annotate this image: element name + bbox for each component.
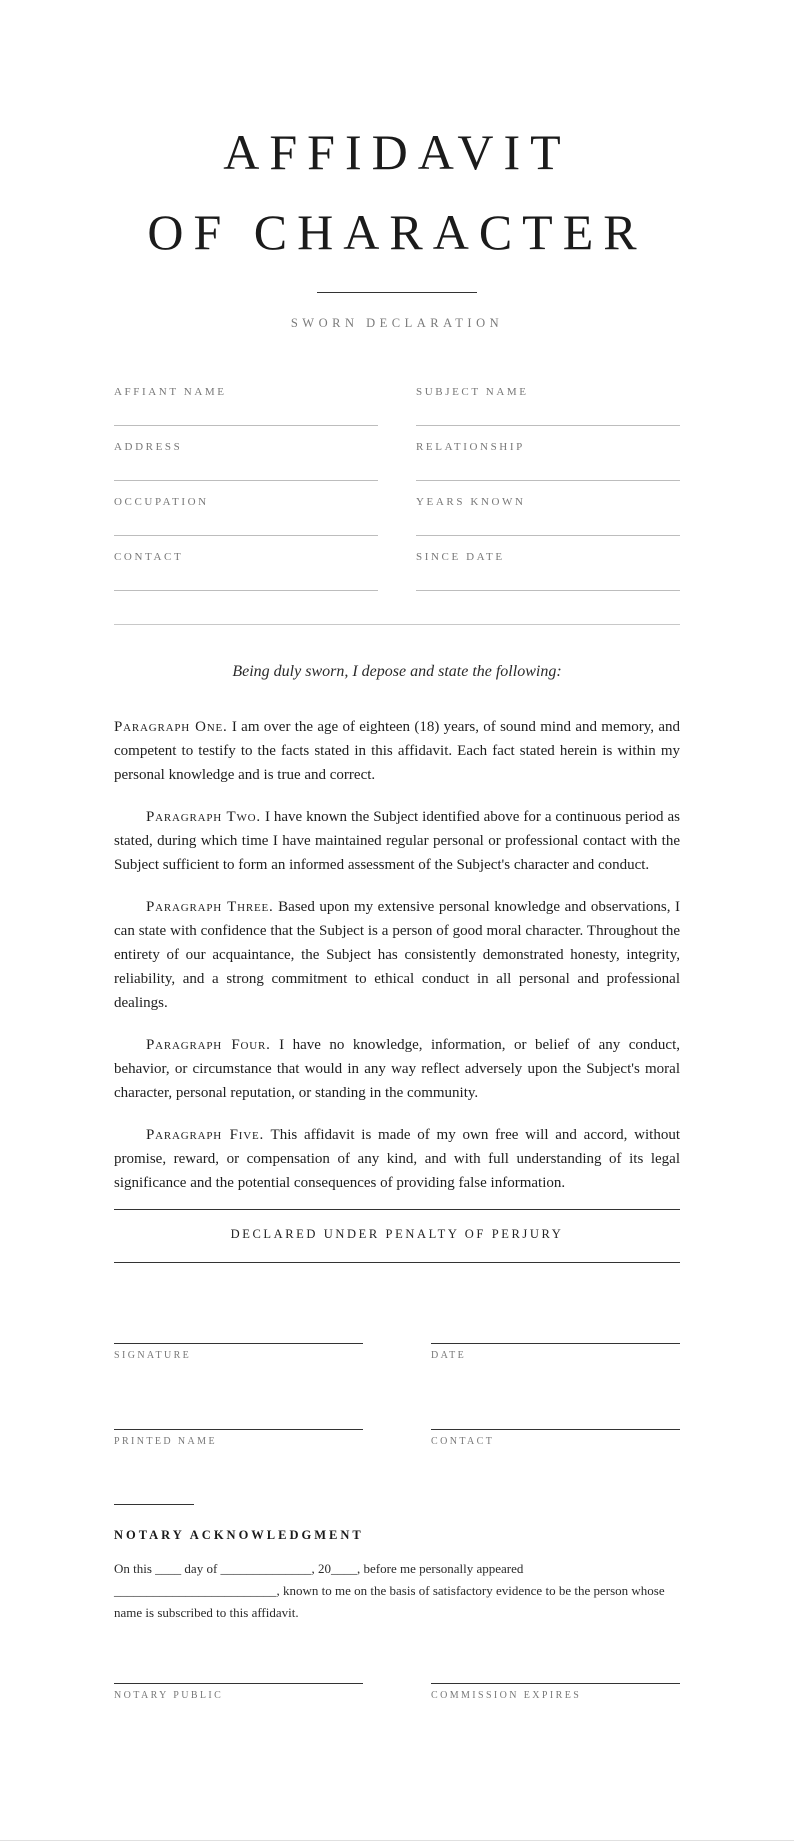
paragraph-four-text: I have no knowledge, information, or belief of any conduct, behavior, or circumstance that would in any way reflect adversely upon the Subject's moral character, personal reputation, or standing in the community. [114, 1037, 680, 1101]
signature-line [114, 1343, 363, 1344]
printed-name-line [114, 1429, 363, 1430]
since-date-label: SINCE DATE [416, 551, 505, 563]
occupation-field[interactable] [114, 496, 378, 509]
address-label: ADDRESS [114, 441, 183, 453]
affiant-name-line [114, 425, 378, 426]
years-known-line [416, 535, 680, 536]
paragraph-three [114, 895, 680, 1015]
paragraph-four [114, 1033, 680, 1105]
paragraph-one-text: I am over the age of eighteen (18) years, of sound mind and memory, and competent to testify to the facts stated in this affidavit. Each fact stated herein is within my personal knowledge and is true and correct. [114, 719, 680, 783]
paragraph-two-text: I have known the Subject identified above for a continuous period as stated, during which time I have maintained regular personal or professional contact with the Subject sufficient to form an informed assessment of the Subject's character and conduct. [114, 809, 680, 873]
relationship-label: RELATIONSHIP [416, 441, 525, 453]
contact-line [114, 590, 378, 591]
subject-name-line [416, 425, 680, 426]
since-date-line [416, 590, 680, 591]
address-line [114, 480, 378, 481]
paragraph-five-heading: Paragraph Five. [146, 1127, 265, 1143]
date-field[interactable] [431, 1343, 680, 1361]
paragraph-two [114, 805, 680, 877]
affiant-name-field[interactable] [114, 386, 378, 399]
date-line [431, 1343, 680, 1344]
commission-expires-field[interactable] [431, 1683, 680, 1701]
subject-name-label: SUBJECT NAME [416, 386, 529, 398]
occupation-label: OCCUPATION [114, 496, 209, 508]
address-field[interactable] [114, 441, 378, 454]
relationship-line [416, 480, 680, 481]
signature-label: SIGNATURE [114, 1350, 192, 1361]
notary-public-label: NOTARY PUBLIC [114, 1690, 224, 1701]
subtitle: SWORN DECLARATION [290, 316, 504, 330]
paragraph-five [114, 1123, 680, 1195]
notary-public-field[interactable] [114, 1683, 363, 1701]
relationship-field[interactable] [416, 441, 680, 454]
paragraph-three-heading: Paragraph Three. [146, 899, 274, 915]
title-line-2: OF CHARACTER [147, 204, 647, 260]
section-divider [114, 624, 680, 625]
years-known-label: YEARS KNOWN [416, 496, 526, 508]
printed-name-field[interactable] [114, 1429, 363, 1447]
affiant-name-label: AFFIANT NAME [114, 386, 227, 398]
signature-contact-field[interactable] [431, 1429, 680, 1447]
paragraph-two-heading: Paragraph Two. [146, 809, 261, 825]
page-bottom-edge [0, 1840, 794, 1841]
paragraph-three-text: Based upon my extensive personal knowledge and observations, I can state with confidence that the Subject is a person of good moral character. Throughout the entirety of our acquaintance, the Subject has consistently demonstrated honesty, integrity, reliability, and a strong commitment to ethical conduct in all personal and professional dealings. [114, 899, 681, 1011]
contact-field[interactable] [114, 551, 378, 564]
notary-text: On this ____ day of ______________, 20____, before me personally appeared _________________________, known to me on the basis of satisfactory evidence to be the person whose name is subscribed to this affidavit. [114, 1561, 665, 1620]
signature-contact-line [431, 1429, 680, 1430]
paragraph-five-text: This affidavit is made of my own free will and accord, without promise, reward, or compensation of any kind, and with full understanding of its legal significance and the potential consequences of providing false information. [114, 1127, 680, 1191]
declaration-top-rule [114, 1209, 680, 1210]
commission-expires-line [431, 1683, 680, 1684]
perjury-declaration: DECLARED UNDER PENALTY OF PERJURY [230, 1227, 564, 1241]
paragraph-four-heading: Paragraph Four. [146, 1037, 271, 1053]
since-date-field[interactable] [416, 551, 680, 564]
notary-public-line [114, 1683, 363, 1684]
notary-title: NOTARY ACKNOWLEDGMENT [114, 1528, 364, 1542]
title-divider [317, 292, 477, 293]
signature-contact-label: CONTACT [431, 1436, 495, 1447]
subject-name-field[interactable] [416, 386, 680, 399]
notary-divider [114, 1504, 194, 1505]
contact-label: CONTACT [114, 551, 184, 563]
signature-field[interactable] [114, 1343, 363, 1361]
paragraph-one [114, 715, 680, 787]
occupation-line [114, 535, 378, 536]
date-label: DATE [431, 1350, 467, 1361]
oath-intro: Being duly sworn, I depose and state the following: [232, 663, 562, 680]
years-known-field[interactable] [416, 496, 680, 509]
printed-name-label: PRINTED NAME [114, 1436, 217, 1447]
title-line-1: AFFIDAVIT [223, 124, 571, 180]
commission-expires-label: COMMISSION EXPIRES [431, 1690, 582, 1701]
declaration-bottom-rule [114, 1262, 680, 1263]
affidavit-body [114, 715, 680, 1213]
paragraph-one-heading: Paragraph One. [114, 719, 228, 735]
